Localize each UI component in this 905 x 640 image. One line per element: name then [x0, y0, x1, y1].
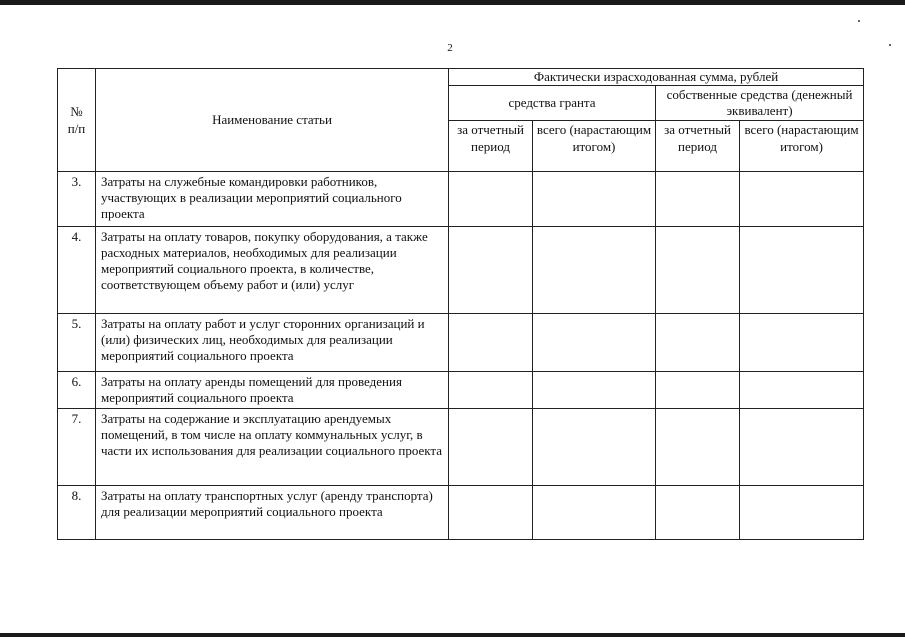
table-row: [58, 372, 864, 409]
own-total-cell: [740, 227, 864, 314]
own-period-cell: [656, 486, 740, 540]
grant-period-header: за отчетный период: [449, 121, 533, 172]
grant-total-cell: [533, 227, 656, 314]
grant-header: средства гранта: [449, 86, 656, 121]
grant-total-cell: [533, 314, 656, 372]
grant-total-cell: [533, 409, 656, 486]
own-funds-header: собственные средства (денежный эквивалент): [656, 86, 864, 121]
row-number: 7.: [58, 409, 96, 486]
page-number: 2: [447, 42, 453, 54]
row-number: 8.: [58, 486, 96, 540]
own-period-cell: [656, 172, 740, 227]
scan-speck: [889, 44, 891, 46]
own-total-cell: [740, 486, 864, 540]
grant-total-header: всего (нарастающим итогом): [533, 121, 656, 172]
own-total-cell: [740, 314, 864, 372]
expense-table: [57, 68, 864, 540]
own-total-cell: [740, 372, 864, 409]
scan-speck: [858, 20, 860, 22]
row-number: 6.: [58, 372, 96, 409]
grant-period-cell: [449, 172, 533, 227]
row-name: Затраты на оплату товаров, покупку оборудования, а также расходных материалов, необходимых для реализации мероприятий социального проекта, в количестве, соответствующем объему работ и (или) услуг: [96, 227, 449, 314]
table-row: [58, 409, 864, 486]
own-total-header: всего (нарастающим итогом): [740, 121, 864, 172]
table-row: [58, 486, 864, 540]
row-name: Затраты на служебные командировки работников, участвующих в реализации мероприятий социального проекта: [96, 172, 449, 227]
row-name: Затраты на оплату аренды помещений для проведения мероприятий социального проекта: [96, 372, 449, 409]
grant-period-cell: [449, 372, 533, 409]
row-name: Затраты на оплату работ и услуг сторонних организаций и (или) физических лиц, необходимых для реализации мероприятий социального проекта: [96, 314, 449, 372]
own-total-cell: [740, 409, 864, 486]
own-period-cell: [656, 409, 740, 486]
own-total-cell: [740, 172, 864, 227]
row-number: 3.: [58, 172, 96, 227]
grant-period-cell: [449, 409, 533, 486]
table-row: [58, 314, 864, 372]
grant-period-cell: [449, 227, 533, 314]
row-name: Затраты на оплату транспортных услуг (аренду транспорта) для реализации мероприятий социального проекта: [96, 486, 449, 540]
grant-total-cell: [533, 486, 656, 540]
grant-total-cell: [533, 172, 656, 227]
spent-header: Фактически израсходованная сумма, рублей: [449, 69, 864, 86]
scan-bottom-edge: [0, 633, 905, 637]
table-row: [58, 227, 864, 314]
name-header: Наименование статьи: [96, 69, 449, 172]
own-period-cell: [656, 314, 740, 372]
row-number: 4.: [58, 227, 96, 314]
row-number: 5.: [58, 314, 96, 372]
grant-total-cell: [533, 372, 656, 409]
scan-top-edge: [0, 0, 905, 5]
row-name: Затраты на содержание и эксплуатацию арендуемых помещений, в том числе на оплату коммунальных услуг, в части их использования для реализации социального проекта: [96, 409, 449, 486]
grant-period-cell: [449, 486, 533, 540]
table-row: [58, 172, 864, 227]
grant-period-cell: [449, 314, 533, 372]
own-period-cell: [656, 227, 740, 314]
own-period-header: за отчетный период: [656, 121, 740, 172]
num-header: № п/п: [58, 69, 96, 172]
own-period-cell: [656, 372, 740, 409]
